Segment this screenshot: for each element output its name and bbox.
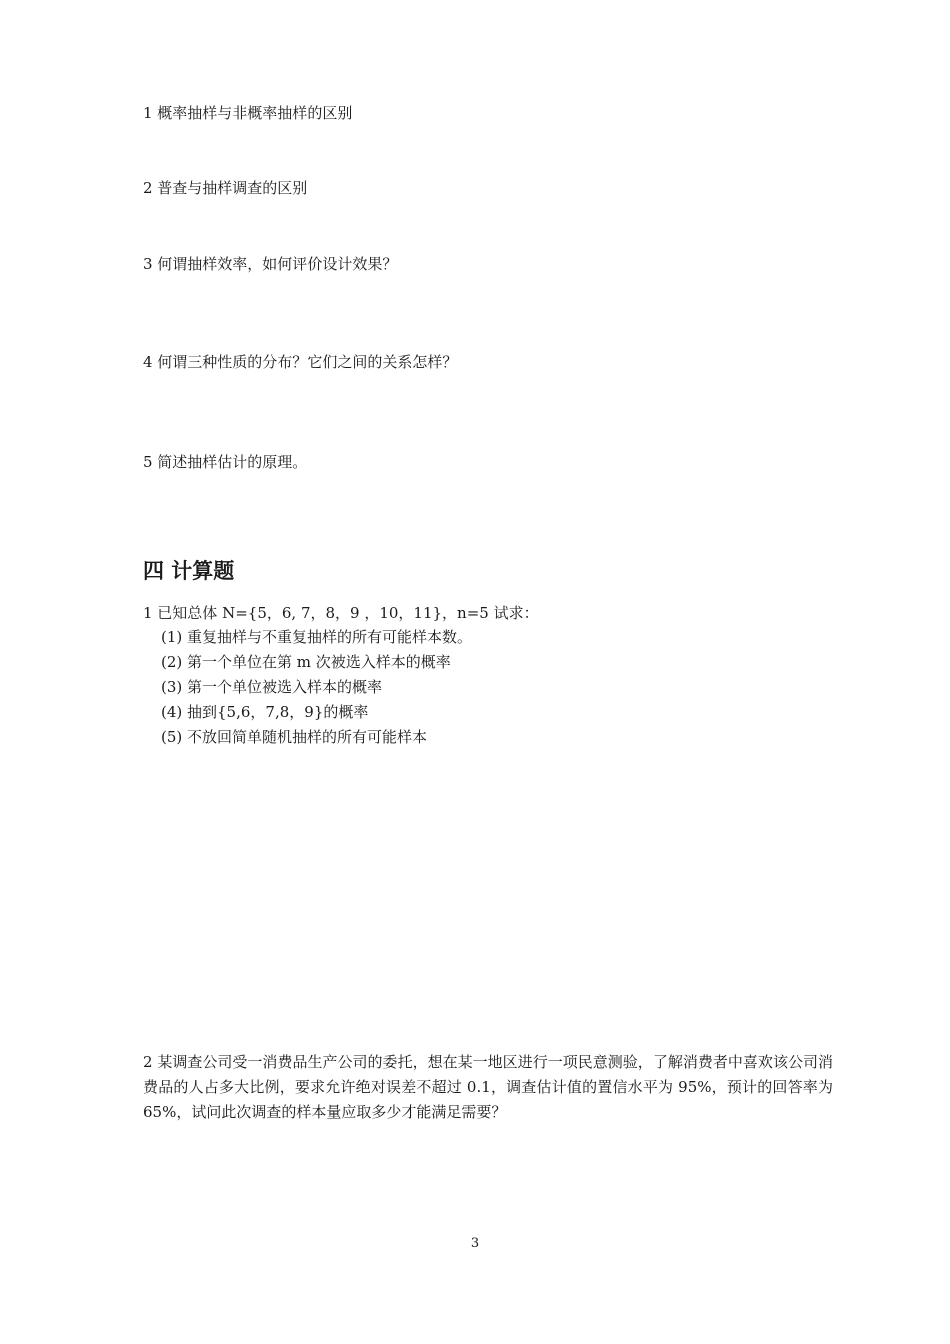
calc-question-1-item-2: (2) 第一个单位在第 m 次被选入样本的概率 [161, 653, 451, 671]
question-1: 1 概率抽样与非概率抽样的区别 [143, 104, 353, 122]
calc-question-2: 2 某调查公司受一消费品生产公司的委托，想在某一地区进行一项民意测验，了解消费者中喜欢该公司消费品的人占多大比例，要求允许绝对误差不超过 0.1，调查估计值的置信水平为 95%，预计的回答率为 65%，试问此次调查的样本量应取多少才能满足需要？ [143, 1053, 833, 1121]
calc-question-1-item-5: (5) 不放回简单随机抽样的所有可能样本 [161, 728, 428, 746]
question-4: 4 何谓三种性质的分布？它们之间的关系怎样？ [143, 353, 458, 371]
page-number: 3 [470, 1236, 480, 1251]
calc-question-1-item-3: (3) 第一个单位被选入样本的概率 [161, 678, 383, 696]
calc-question-1-item-4: (4) 抽到{5,6，7,8，9}的概率 [161, 703, 369, 721]
question-5: 5 简述抽样估计的原理。 [143, 453, 308, 471]
calc-question-1-item-1: (1) 重复抽样与不重复抽样的所有可能样本数。 [161, 628, 473, 646]
section-heading: 四 计算题 [143, 559, 235, 583]
question-3: 3 何谓抽样效率，如何评价设计效果？ [143, 255, 398, 273]
question-2: 2 普查与抽样调查的区别 [143, 179, 308, 197]
calc-question-1-stem: 1 已知总体 N={5，6, 7，8，9 ，10，11}，n=5 试求： [143, 604, 539, 622]
